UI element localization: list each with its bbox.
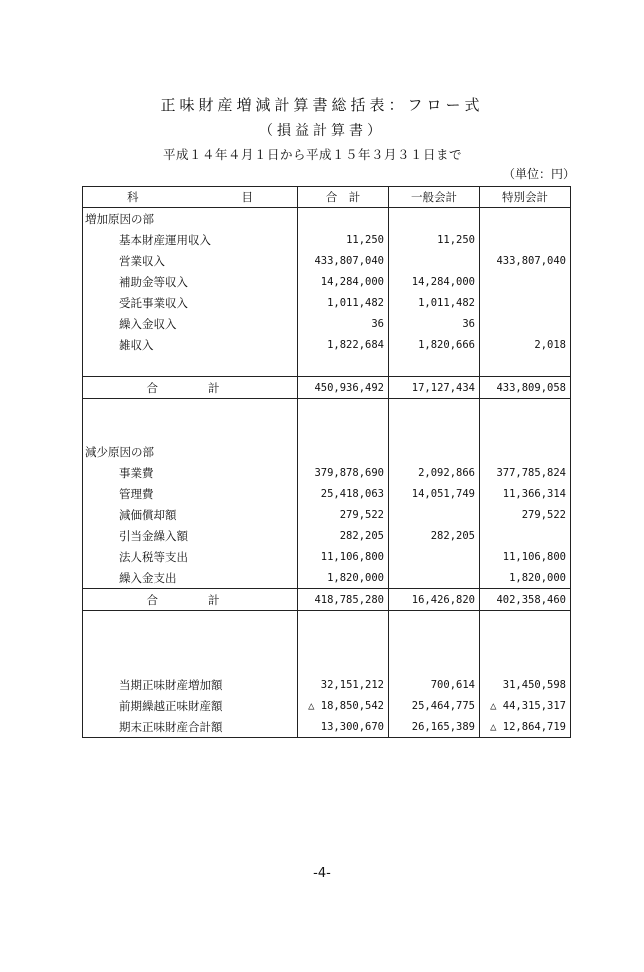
cell-special — [480, 271, 571, 292]
cell-special — [480, 313, 571, 334]
summary-row — [83, 674, 571, 695]
cell-total: 14,284,000 — [298, 271, 389, 292]
cell-special — [480, 292, 571, 313]
table-row — [83, 525, 571, 546]
cell-total: 1,011,482 — [298, 292, 389, 313]
row-label: 繰入金支出 — [83, 567, 298, 589]
cell-general: 282,205 — [389, 525, 480, 546]
cell-general — [389, 504, 480, 525]
table-row — [83, 271, 571, 292]
row-label: 事業費 — [83, 462, 298, 483]
cell-total: 11,106,800 — [298, 546, 389, 567]
table-row — [83, 313, 571, 334]
row-label: 管理費 — [83, 483, 298, 504]
row-label: 法人税等支出 — [83, 546, 298, 567]
row-label: 期末正味財産合計額 — [83, 716, 298, 738]
row-label: 基本財産運用収入 — [83, 229, 298, 250]
cell-general: 16,426,820 — [389, 589, 480, 611]
spacer-row — [83, 355, 571, 377]
section-label-increase: 増加原因の部 — [83, 208, 298, 230]
cell-general: 11,250 — [389, 229, 480, 250]
section-row — [83, 208, 571, 230]
cell-special: △ 44,315,317 — [480, 695, 571, 716]
statement-table — [82, 186, 571, 738]
section-row — [83, 441, 571, 462]
table-row — [83, 546, 571, 567]
cell-total: 379,878,690 — [298, 462, 389, 483]
cell-special: 377,785,824 — [480, 462, 571, 483]
increase-total-row — [83, 377, 571, 399]
cell-general: 14,051,749 — [389, 483, 480, 504]
page-number: -4- — [313, 866, 331, 881]
cell-general: 1,011,482 — [389, 292, 480, 313]
decrease-total-row — [83, 589, 571, 611]
cell-general: 36 — [389, 313, 480, 334]
cell-total: 1,820,000 — [298, 567, 389, 589]
summary-row — [83, 716, 571, 738]
cell-general: 1,820,666 — [389, 334, 480, 355]
cell-special: 279,522 — [480, 504, 571, 525]
cell-special: 1,820,000 — [480, 567, 571, 589]
cell-special: △ 12,864,719 — [480, 716, 571, 738]
spacer-row — [83, 420, 571, 441]
row-label: 雑収入 — [83, 334, 298, 355]
cell-general: 700,614 — [389, 674, 480, 695]
document-subtitle: （損益計算書） — [259, 123, 385, 139]
cell-special: 433,807,040 — [480, 250, 571, 271]
table-row — [83, 334, 571, 355]
cell-special: 2,018 — [480, 334, 571, 355]
cell-general — [389, 546, 480, 567]
header-item-b: 目 — [241, 190, 253, 204]
spacer-row — [83, 632, 571, 653]
cell-general: 14,284,000 — [389, 271, 480, 292]
row-label: 前期繰越正味財産額 — [83, 695, 298, 716]
total-label: 合計 — [83, 377, 298, 399]
cell-special: 31,450,598 — [480, 674, 571, 695]
table-row — [83, 483, 571, 504]
cell-special — [480, 525, 571, 546]
table-row — [83, 504, 571, 525]
header-general: 一般会計 — [389, 187, 480, 208]
row-label: 受託事業収入 — [83, 292, 298, 313]
cell-total: 433,807,040 — [298, 250, 389, 271]
table-row — [83, 292, 571, 313]
row-label: 当期正味財産増加額 — [83, 674, 298, 695]
summary-row — [83, 695, 571, 716]
cell-special: 11,106,800 — [480, 546, 571, 567]
cell-general: 17,127,434 — [389, 377, 480, 399]
cell-special: 433,809,058 — [480, 377, 571, 399]
cell-general: 2,092,866 — [389, 462, 480, 483]
cell-general — [389, 567, 480, 589]
row-label: 営業収入 — [83, 250, 298, 271]
cell-total: 13,300,670 — [298, 716, 389, 738]
cell-total: 282,205 — [298, 525, 389, 546]
cell-total: 36 — [298, 313, 389, 334]
cell-total: 11,250 — [298, 229, 389, 250]
spacer-row — [83, 611, 571, 633]
cell-total: 279,522 — [298, 504, 389, 525]
spacer-row — [83, 653, 571, 674]
spacer-row — [83, 399, 571, 421]
cell-general: 25,464,775 — [389, 695, 480, 716]
cell-special: 11,366,314 — [480, 483, 571, 504]
table-row — [83, 462, 571, 483]
cell-total: 1,822,684 — [298, 334, 389, 355]
row-label: 引当金繰入額 — [83, 525, 298, 546]
table-header-row — [83, 187, 571, 208]
header-item — [83, 187, 298, 208]
fiscal-period: 平成１４年４月１日から平成１５年３月３１日まで — [163, 147, 463, 162]
row-label: 繰入金収入 — [83, 313, 298, 334]
total-label: 合計 — [83, 589, 298, 611]
header-item-a: 科 — [127, 190, 139, 204]
cell-total: 25,418,063 — [298, 483, 389, 504]
header-special: 特別会計 — [480, 187, 571, 208]
cell-total: 418,785,280 — [298, 589, 389, 611]
header-total: 合 計 — [298, 187, 389, 208]
row-label: 減価償却額 — [83, 504, 298, 525]
table-row — [83, 229, 571, 250]
unit-label: （単位：円） — [503, 167, 576, 181]
cell-general — [389, 250, 480, 271]
section-label-decrease: 減少原因の部 — [83, 441, 298, 462]
table-row — [83, 567, 571, 589]
cell-total: △ 18,850,542 — [298, 695, 389, 716]
cell-general: 26,165,389 — [389, 716, 480, 738]
cell-special — [480, 229, 571, 250]
row-label: 補助金等収入 — [83, 271, 298, 292]
cell-total: 32,151,212 — [298, 674, 389, 695]
cell-special: 402,358,460 — [480, 589, 571, 611]
cell-total: 450,936,492 — [298, 377, 389, 399]
table-row — [83, 250, 571, 271]
document-title: 正味財産増減計算書総括表：フロー式 — [160, 96, 484, 114]
